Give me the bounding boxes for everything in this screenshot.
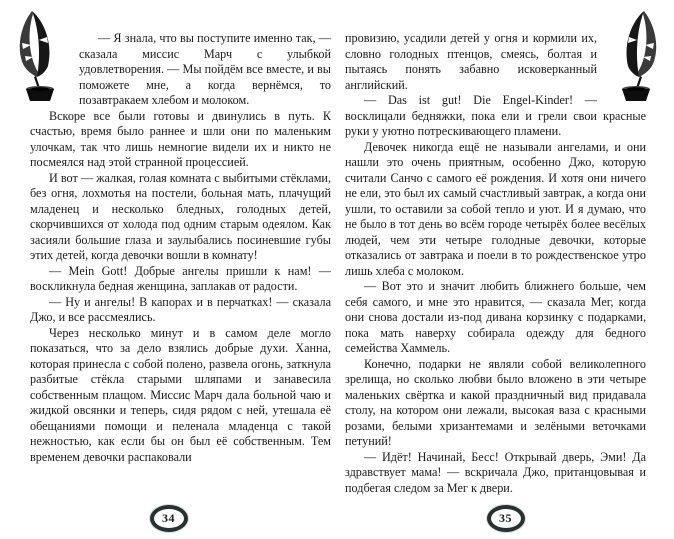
text-column-right <box>345 31 646 496</box>
paragraph: — Das ist gut! Die Engel-Kinder! — восклицали бедняжки, пока ели и грели свои красные руки у уютно потрескивающего пламени. <box>345 93 646 138</box>
page-right <box>337 0 674 539</box>
paragraph: Конечно, подарки не являли собой великолепного зрелища, но сколько любви было вложено в эти четыре маленьких свёртка и какой праздничный вид придавала столу, на котором они лежали, высокая ваза с красными розами, белыми хризантемами и зелёными веточками петуний! <box>345 356 646 448</box>
text-column-left <box>30 31 331 465</box>
paragraph: И вот — жалкая, голая комната с выбитыми стёклами, без огня, лохмотья на постели, больная мать, плачущий младенец и несколько бледных, голодных детей, скорчившихся от холода под одним старым одеялом. Как засияли большие глаза и заулыбались посиневшие губы этих детей, когда девочки вошли в комнату! <box>30 170 331 262</box>
page-number-badge <box>150 505 188 532</box>
paragraph: — Вот это и значит любить ближнего больше, чем себя самого, и мне это нравится, — сказала Мег, когда они снова достали из-под дивана корзинку с подарками, пока мать наверху собирала одежду для бедного семейства Хаммель. <box>345 279 646 355</box>
paragraph: — Я знала, что вы поступите именно так, — сказала миссис Марч с улыбкой удовлетворения. — Мы пойдём все вместе, и вы поможете мне, а когда вернёмся, то позавтракаем хлебом и молоком. <box>79 31 331 107</box>
paragraph: — Идёт! Начинай, Бесс! Открывай дверь, Эми! Да здравствует мама! — вскричала Джо, пританцовывая и подбегая следом за Мег к двери. <box>345 449 646 495</box>
paragraph: Вскоре все были готовы и двинулись в путь. К счастью, время было раннее и шли они по маленьким улочкам, так что лишь немногие видели их и никто не посмеялся над этой странной процессией. <box>30 108 331 169</box>
quill-inkwell-icon <box>14 9 70 103</box>
paragraph: провизию, усадили детей у огня и кормили их, словно голодных птенцов, смеясь, болтая и пытаясь понять забавно исковерканный английский. <box>345 31 597 92</box>
paragraph: — Ну и ангелы! В капорах и в перчатках! — сказала Джо, и все рассмеялись. <box>30 294 331 324</box>
page-number: 35 <box>499 511 512 525</box>
page-number-badge <box>487 505 525 532</box>
paragraph: Через несколько минут и в самом деле могло показаться, что за дело взялись добрые духи. Ханна, которая принесла с собой полено, развела огонь, заткнула разбитые стёкла старыми шляпами и занавесила собственным плащом. Миссис Марч дала больной чаю и жидкой овсянки и теперь, сидя рядом с ней, утешала её обещаниями помощи и пеленала младенца с такой нежностью, как если бы он был её собственным. Тем временем девочки распаковали <box>30 325 331 464</box>
paragraph: Девочек никогда ещё не называли ангелами, и они нашли это очень приятным, особенно Джо, которую считали Санчо с самого её рождения. И хотя они ничего не ели, это был их самый счастливый завтрак, а когда они ушли, то оставили за собой тепло и уют. И я думаю, что не было в тот день во всём городе четырёх более весёлых людей, чем эти четыре голодные девочки, которые отказались от завтрака и поели в то рождественское утро лишь хлеба с молоком. <box>345 139 646 278</box>
quill-inkwell-icon <box>606 9 662 103</box>
page-number: 34 <box>162 511 175 525</box>
paragraph: — Mein Gott! Добрые ангелы пришли к нам! — воскликнула бедная женщина, заплакав от радости. <box>30 263 331 293</box>
